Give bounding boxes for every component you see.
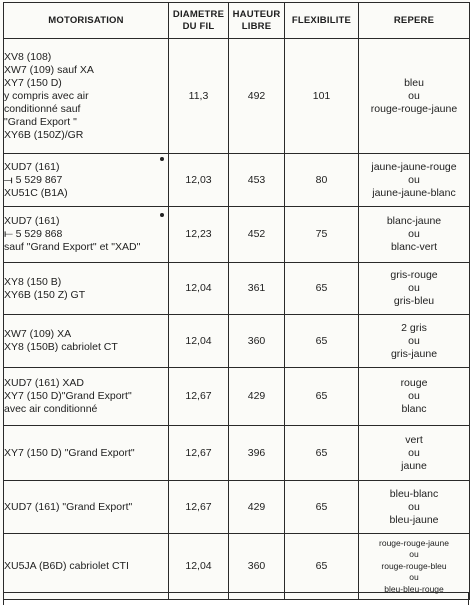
repere-line: blanc-vert — [390, 241, 438, 253]
flexibilite-cell: 65 — [285, 263, 359, 315]
motorisation-line: XY8 (150B) cabriolet CT — [4, 341, 118, 353]
motorisation-line: XUD7 (161) XAD — [4, 377, 84, 389]
repere-line: blanc-jaune — [386, 215, 442, 227]
flexibilite-cell: 75 — [285, 207, 359, 263]
repere-line: ou — [408, 89, 420, 102]
header-hauteur-line1: HAUTEUR — [232, 8, 281, 20]
motorisation-line: XUD7 (161) "Grand Export" — [4, 500, 133, 513]
repere-cell — [359, 263, 470, 315]
motorisation-line: XY7 (150 D) — [4, 76, 62, 89]
repere-cell — [359, 315, 470, 368]
repere-line: jaune — [401, 459, 427, 472]
motorisation-cell — [4, 207, 169, 263]
repere-line: ou — [408, 446, 420, 459]
flexibilite-cell: 65 — [285, 315, 359, 368]
diametre-cell: 12,04 — [169, 263, 229, 315]
repere-line: gris-bleu — [393, 295, 435, 307]
header-hauteur-line2: LIBRE — [241, 20, 272, 32]
hauteur-cell: 452 — [229, 207, 285, 263]
bullet-mark-icon — [160, 157, 164, 161]
repere-line: bleu — [404, 76, 424, 89]
diametre-cell: 12,04 — [169, 534, 229, 600]
motorisation-line: XUD7 (161) — [4, 215, 60, 227]
repere-cell — [359, 481, 470, 534]
repere-cell — [359, 207, 470, 263]
repere-line: bleu-blanc — [389, 487, 439, 500]
table-row — [4, 534, 470, 600]
repere-line: bleu-jaune — [389, 513, 439, 526]
hauteur-cell: 360 — [229, 315, 285, 368]
repere-line: jaune-jaune-rouge — [371, 160, 457, 173]
flexibilite-cell: 65 — [285, 481, 359, 534]
repere-line: vert — [405, 433, 423, 446]
motorisation-line: XU5JA (B6D) cabriolet CTI — [4, 560, 129, 572]
repere-line: ou — [409, 549, 419, 560]
page-bottom-frame — [3, 592, 469, 605]
motorisation-cell — [4, 368, 169, 426]
motorisation-line: ⟝ 5 529 868 — [4, 228, 63, 240]
hauteur-cell: 396 — [229, 426, 285, 481]
motorisation-line: XV8 (108) — [4, 50, 52, 63]
header-flexibilite: FLEXIBILITE — [285, 3, 359, 39]
table-row — [4, 368, 470, 426]
motorisation-line: sauf "Grand Export" et "XAD" — [4, 241, 141, 253]
diametre-cell: 12,67 — [169, 481, 229, 534]
motorisation-line: "Grand Export " — [4, 115, 77, 128]
repere-line: rouge — [400, 377, 428, 389]
repere-line: ou — [408, 500, 420, 513]
motorisation-line: XW7 (109) XA — [4, 328, 72, 340]
header-hauteur — [229, 3, 285, 39]
motorisation-line: XW7 (109) sauf XA — [4, 63, 94, 76]
motorisation-line: avec air conditionné — [4, 403, 98, 415]
flexibilite-cell: 65 — [285, 534, 359, 600]
motorisation-line: XY6B (150 Z) GT — [4, 288, 86, 301]
repere-cell — [359, 39, 470, 154]
motorisation-line: XY6B (150Z)/GR — [4, 128, 84, 141]
hauteur-cell: 429 — [229, 481, 285, 534]
header-diametre — [169, 3, 229, 39]
motorisation-cell — [4, 154, 169, 207]
motorisation-line: XY7 (150 D)"Grand Export" — [4, 390, 132, 402]
repere-cell — [359, 368, 470, 426]
repere-line: jaune-jaune-blanc — [372, 186, 456, 199]
repere-line: ou — [408, 228, 420, 240]
repere-cell — [359, 154, 470, 207]
motorisation-line: XU51C (B1A) — [4, 186, 68, 199]
motorisation-cell — [4, 39, 169, 154]
diametre-cell: 11,3 — [169, 39, 229, 154]
diametre-cell: 12,67 — [169, 426, 229, 481]
table-row — [4, 315, 470, 368]
motorisation-cell — [4, 315, 169, 368]
header-repere: REPERE — [359, 3, 470, 39]
motorisation-line: XY8 (150 B) — [4, 275, 62, 288]
repere-line: 2 gris — [401, 321, 427, 334]
flexibilite-cell: 65 — [285, 426, 359, 481]
hauteur-cell: 361 — [229, 263, 285, 315]
repere-line: bleu-bleu-rouge — [384, 583, 444, 594]
repere-line: ou — [408, 334, 420, 347]
header-diametre-line1: DIAMETRE — [172, 8, 225, 20]
repere-line: gris-rouge — [390, 269, 438, 281]
table-row — [4, 39, 470, 154]
table-row — [4, 207, 470, 263]
flexibilite-cell: 65 — [285, 368, 359, 426]
header-diametre-line2: DU FIL — [182, 20, 215, 32]
repere-line: blanc — [401, 403, 427, 415]
repere-line: ou — [408, 390, 420, 402]
table-row — [4, 154, 470, 207]
motorisation-line: conditionné sauf — [4, 102, 81, 115]
motorisation-cell — [4, 263, 169, 315]
repere-line: ou — [408, 173, 420, 186]
motorisation-line: XUD7 (161) — [4, 160, 60, 173]
motorisation-line: ⟞ 5 529 867 — [4, 173, 63, 186]
hauteur-cell: 429 — [229, 368, 285, 426]
bullet-mark-icon — [160, 213, 164, 217]
header-row — [4, 3, 470, 39]
repere-line: rouge-rouge-bleu — [381, 560, 447, 571]
motorisation-line: XY7 (150 D) "Grand Export" — [4, 446, 135, 459]
repere-cell — [359, 534, 470, 600]
motorisation-cell — [4, 426, 169, 481]
repere-line: rouge-rouge-jaune — [370, 102, 458, 115]
hauteur-cell: 360 — [229, 534, 285, 600]
hauteur-cell: 453 — [229, 154, 285, 207]
table-row — [4, 481, 470, 534]
motorisation-line: y compris avec air — [4, 89, 89, 102]
hauteur-cell: 492 — [229, 39, 285, 154]
flexibilite-cell: 101 — [285, 39, 359, 154]
repere-line: ou — [409, 572, 419, 583]
repere-cell — [359, 426, 470, 481]
spring-spec-table — [3, 2, 470, 600]
diametre-cell: 12,03 — [169, 154, 229, 207]
table-row — [4, 263, 470, 315]
repere-line: rouge-rouge-jaune — [379, 537, 449, 548]
repere-line: ou — [408, 282, 420, 294]
motorisation-cell — [4, 481, 169, 534]
table-row — [4, 426, 470, 481]
diametre-cell: 12,04 — [169, 315, 229, 368]
flexibilite-cell: 80 — [285, 154, 359, 207]
repere-line: gris-jaune — [390, 347, 438, 360]
header-motorisation: MOTORISATION — [4, 3, 169, 39]
motorisation-cell — [4, 534, 169, 600]
diametre-cell: 12,23 — [169, 207, 229, 263]
diametre-cell: 12,67 — [169, 368, 229, 426]
